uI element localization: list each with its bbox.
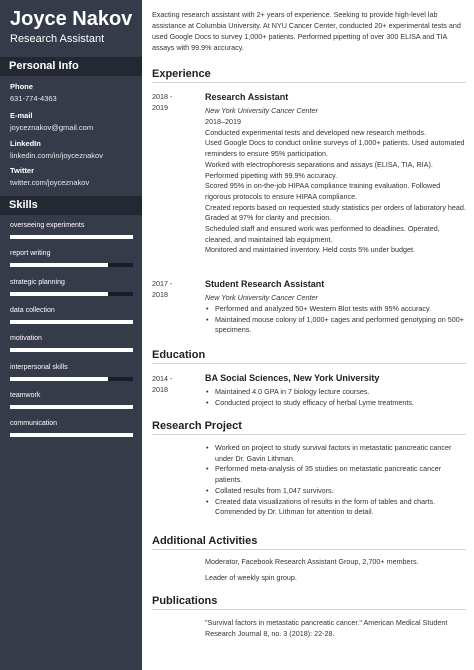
skill-item [10,363,134,381]
skill-item [10,249,134,267]
skill-name: motivation [10,335,42,342]
skill-bar-fill [10,263,108,267]
job-duty-line: Created reports based on requested study statistics per orders of laboratory head. Graded at 97% for clarity and precision. [205,202,466,223]
skill-bar-fill [10,348,133,352]
candidate-name: Joyce Nakov [10,8,133,30]
job-title: Student Research Assistant [205,279,325,289]
skill-bar [10,292,133,296]
job-bullet: • Maintained mouse colony of 1,000+ cages and performed genotyping on 500+ specimens. [205,315,467,336]
skill-item [10,419,134,437]
email-value[interactable]: joyceznakov@gmail.com [10,123,94,132]
skill-bar [10,433,133,437]
job-duties [205,117,467,256]
job-duty-line: Performed pipetting with 99.9% accuracy. [205,170,338,180]
skill-name: interpersonal skills [10,364,68,371]
job-duty-line: Used Google Docs to conduct online surveys of 1,000+ patients. Used automated reminders to ensure 95% participation. [205,138,465,159]
experience-heading: Experience [152,68,466,83]
skills-heading: Skills [0,196,142,215]
job-organization: New York University Cancer Center [205,293,318,302]
job-duty-line: Scored 95% in on-the-job HIPAA compliance training evaluation. Followed rigorous protocols to ensure HIPAA compliance. [205,181,441,201]
skill-item [10,306,134,324]
job-bullet: • Performed and analyzed 50+ Western Blot tests with 95% accuracy. [205,304,467,315]
additional-activities-heading: Additional Activities [152,535,466,550]
twitter-value[interactable]: twitter.com/joyceznakov [10,178,90,187]
linkedin-label: LinkedIn [10,139,41,148]
research-project-bullets [205,443,467,518]
job-dates: 2017 - 2018 [152,279,173,299]
skill-bar [10,348,133,352]
skill-item [10,221,134,239]
education-bullet: • Maintained 4.0 GPA in 7 biology lecture courses. [205,387,467,398]
skill-item [10,278,134,296]
activity-item: Leader of weekly spin group. [205,572,297,582]
research-bullet: • Performed meta-analysis of 35 studies on metastatic pancreatic cancer patients. [205,464,467,485]
research-bullet: • Worked on project to study survival factors in metastatic pancreatic cancer under Dr. Gavin Lithman. [205,443,467,464]
skill-bar-fill [10,320,133,324]
education-heading: Education [152,349,466,364]
education-bullet: • Conducted project to study efficacy of herbal Lyme treatments. [205,398,467,409]
personal-info-heading: Personal Info [0,57,142,76]
publications-list [205,618,467,639]
candidate-title: Research Assistant [10,33,105,45]
job-duty-line: Worked with electrophoresis separations and assays (ELISA, TIA, RIA). [205,159,433,169]
publication-item: "Survival factors in metastatic pancreatic cancer." American Medical Student Research Journal 8, no. 3 (2018): 22-28. [205,618,448,638]
additional-activities-list [205,557,467,583]
job-bullets [205,304,467,336]
education-dates: 2014 - 2018 [152,374,173,394]
job-duty-line: Monitored and maintained inventory. Held costs 5% under budget. [205,245,416,255]
research-project-heading: Research Project [152,420,466,435]
skill-bar [10,320,133,324]
skill-bar [10,235,133,239]
publications-heading: Publications [152,595,466,610]
twitter-label: Twitter [10,166,35,175]
skill-name: teamwork [10,392,41,399]
skill-name: data collection [10,307,55,314]
skill-bar-fill [10,292,108,296]
main-content [142,0,474,670]
skill-item [10,391,134,409]
research-bullet: • Created data visualizations of results in the form of tables and charts. Commended by Dr. Lithman for attention to detail. [205,497,467,518]
linkedin-value[interactable]: linkedin.com/in/joyceznakov [10,151,103,160]
skill-item [10,334,134,352]
skill-name: report writing [10,250,51,257]
skill-bar-fill [10,405,133,409]
job-organization: New York University Cancer Center [205,106,318,115]
skill-bar [10,377,133,381]
skill-bar [10,405,133,409]
job-duty-line: Scheduled staff and ensured work was performed to deadlines. Operated, cleaned, and maintained lab equipment. [205,224,440,244]
email-label: E-mail [10,111,33,120]
sidebar [0,0,142,670]
job-title: Research Assistant [205,92,289,102]
phone-value[interactable]: 631-774-4363 [10,94,57,103]
phone-label: Phone [10,82,33,91]
summary-text: Exacting research assistant with 2+ years of experience. Seeking to provide high-level lab assistance at Columbia University. At NYU Cancer Center, conducted 20+ experimental tests and used Google Docs to survey 1,000+ patients. Performed pipetting of over 300 ELISA and TIA assays with 99.9% accuracy. [152,10,461,52]
education-bullets [205,387,467,408]
skill-name: strategic planning [10,279,65,286]
research-bullet: • Collated results from 1,047 survivors. [205,486,467,497]
skill-bar-fill [10,377,108,381]
job-dates: 2018 - 2019 [152,92,173,112]
job-duty-line: Conducted experimental tests and developed new research methods. [205,127,426,137]
skill-name: overseeing experiments [10,222,85,229]
job-duty-line: 2018–2019 [205,117,241,126]
skill-bar-fill [10,433,133,437]
skill-name: communication [10,420,58,427]
skill-bar-fill [10,235,133,239]
skill-bar [10,263,133,267]
activity-item: Moderator, Facebook Research Assistant Group, 2,700+ members. [205,557,419,566]
education-degree: BA Social Sciences, New York University [205,373,380,383]
